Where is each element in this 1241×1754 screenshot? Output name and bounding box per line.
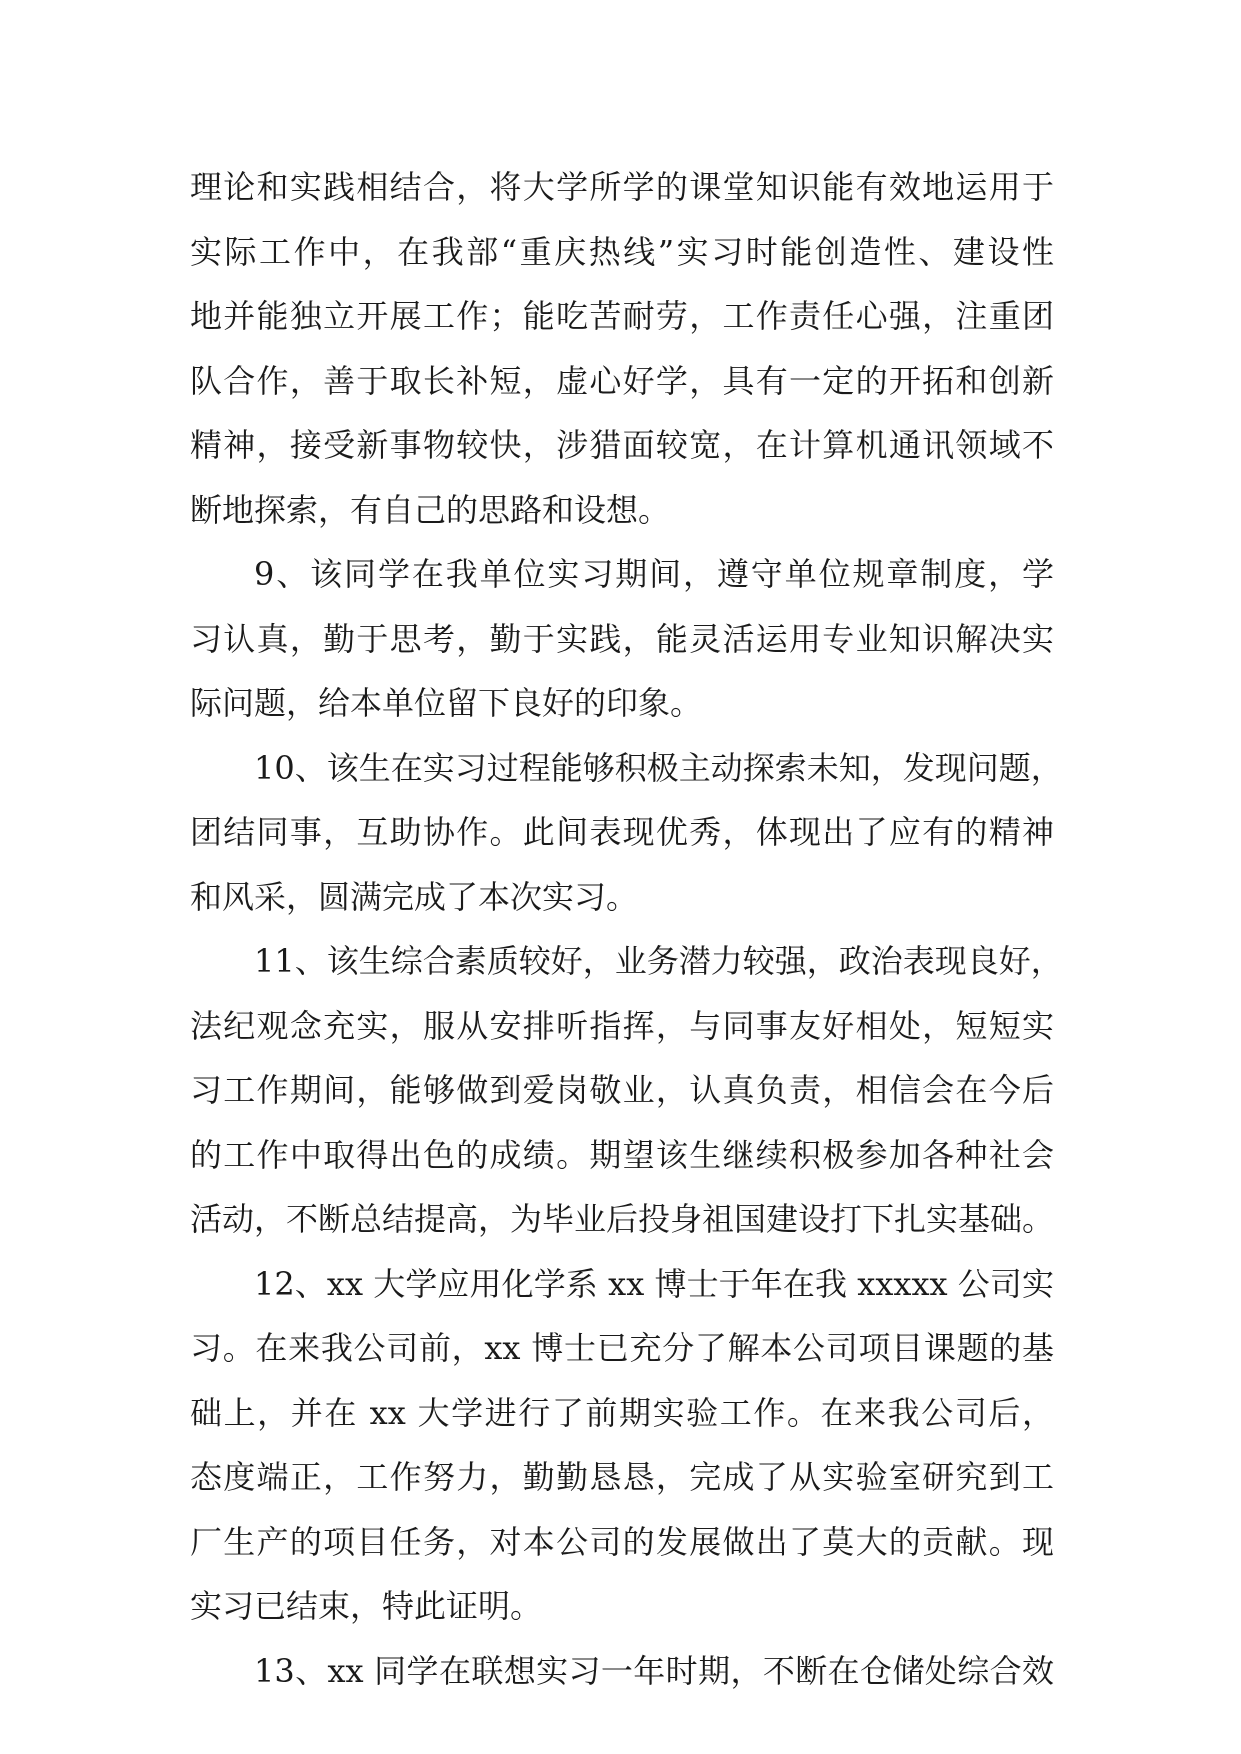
paragraph-item-9 xyxy=(190,542,1054,736)
text-line: 实际工作中，在我部“重庆热线”实习时能创造性、建设性 xyxy=(190,232,1054,271)
text-line: 和风采，圆满完成了本次实习。 xyxy=(190,877,639,916)
text-line: 实习已结束，特此证明。 xyxy=(190,1587,543,1625)
paragraph-continuation xyxy=(190,155,1054,542)
text-line: 9、该同学在我单位实习期间，遵守单位规章制度，学 xyxy=(254,555,1054,593)
document-body xyxy=(190,155,1063,1703)
text-line: 断地探索，有自己的思路和设想。 xyxy=(190,490,671,529)
text-line: 11、该生综合素质较好，业务潜力较强，政治表现良好， xyxy=(254,942,1063,980)
text-line: 队合作，善于取长补短，虚心好学，具有一定的开拓和创新 xyxy=(190,361,1054,400)
text-line: 地并能独立开展工作；能吃苦耐劳，工作责任心强，注重团 xyxy=(190,297,1054,335)
text-line: 础上，并在 xx 大学进行了前期实验工作。在来我公司后， xyxy=(190,1393,1054,1432)
paragraph-item-11 xyxy=(190,929,1063,1252)
text-line: 10、该生在实习过程能够积极主动探索未知，发现问题， xyxy=(254,748,1063,787)
paragraph-item-10 xyxy=(190,736,1063,930)
text-line: 习。在来我公司前，xx 博士已充分了解本公司项目课题的基 xyxy=(190,1329,1054,1367)
text-line: 的工作中取得出色的成绩。期望该生继续积极参加各种社会 xyxy=(190,1135,1054,1174)
text-line: 习认真，勤于思考，勤于实践，能灵活运用专业知识解决实 xyxy=(190,619,1054,658)
text-line: 精神，接受新事物较快，涉猎面较宽，在计算机通讯领域不 xyxy=(190,426,1054,464)
paragraph-item-13 xyxy=(190,1639,1054,1704)
text-line: 活动，不断总结提高，为毕业后投身祖国建设打下扎实基础。 xyxy=(190,1200,1055,1238)
text-line: 厂生产的项目任务，对本公司的发展做出了莫大的贡献。现 xyxy=(190,1522,1054,1561)
text-line: 习工作期间，能够做到爱岗敬业，认真负责，相信会在今后 xyxy=(190,1071,1054,1109)
paragraph-item-12 xyxy=(190,1252,1054,1639)
text-line: 态度端正，工作努力，勤勤恳恳，完成了从实验室研究到工 xyxy=(190,1458,1054,1496)
text-line: 12、xx 大学应用化学系 xx 博士于年在我 xxxxx 公司实 xyxy=(254,1264,1054,1303)
text-line: 团结同事，互助协作。此间表现优秀，体现出了应有的精神 xyxy=(190,813,1054,851)
text-line: 法纪观念充实，服从安排听指挥，与同事友好相处，短短实 xyxy=(190,1006,1054,1045)
text-line: 际问题，给本单位留下良好的印象。 xyxy=(190,684,703,722)
text-line: 13、xx 同学在联想实习一年时期，不断在仓储处综合效 xyxy=(254,1651,1054,1690)
text-line: 理论和实践相结合，将大学所学的课堂知识能有效地运用于 xyxy=(190,168,1054,206)
